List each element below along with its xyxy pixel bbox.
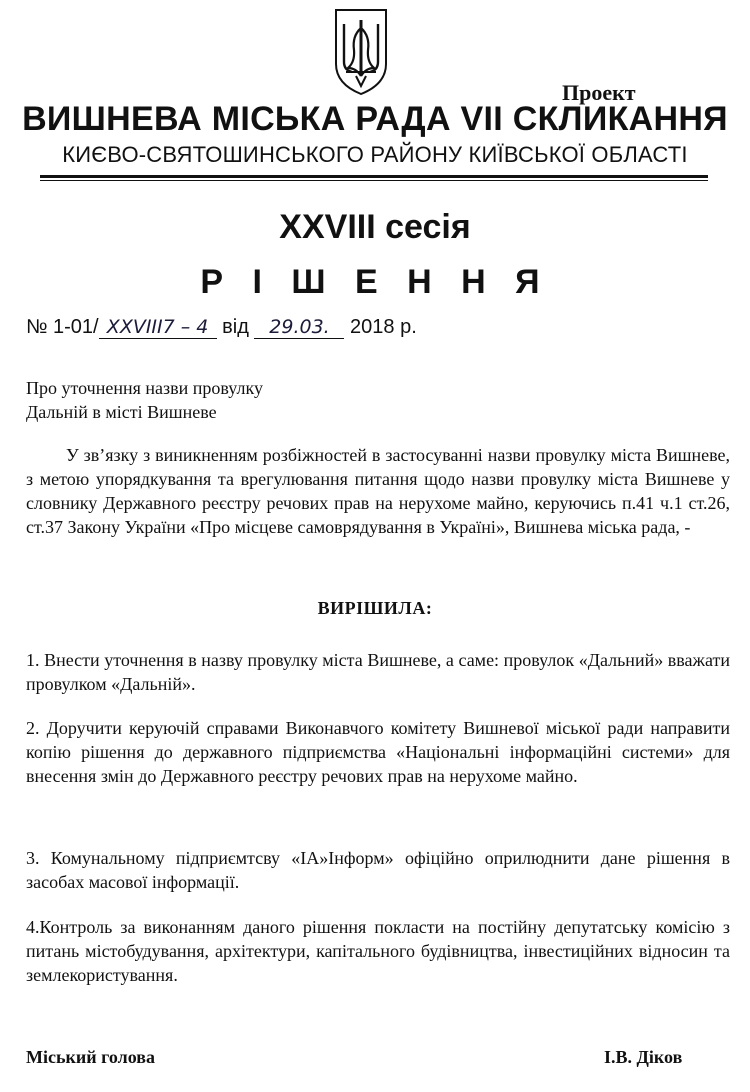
- signature-role: Міський голова: [26, 1047, 155, 1067]
- decision-item-1: 1. Внести уточнення в назву провулку міста Вишневе, а саме: провулок «Дальний» вважати провулком «Дальній».: [26, 650, 730, 694]
- session-title: XXVIII сесія: [279, 208, 471, 246]
- header-divider-thick: [40, 175, 708, 178]
- handwritten-date: 29.03.: [254, 316, 344, 339]
- council-title: ВИШНЕВА МІСЬКА РАДА VII СКЛИКАННЯ: [22, 100, 728, 138]
- signature-name: І.В. Діков: [604, 1047, 683, 1067]
- decision-subject: [26, 376, 263, 424]
- intro-paragraph: У зв’язку з виникненням розбіжностей в застосуванні назви провулку міста Вишневе, з метою упорядкування та врегулювання питання щодо назви провулку міста Вишневе у словнику Державного реєстру речових прав на нерухоме майно, керуючись п.41 ч.1 ст.26, ст.37 Закону України «Про місцеве самоврядування в Україні», Вишнева міська рада, -: [26, 445, 730, 537]
- document-type-title: Р І Ш Е Н Н Я: [200, 263, 550, 301]
- council-subtitle: КИЄВО-СВЯТОШИНСЬКОГО РАЙОНУ КИЇВСЬКОЇ ОБЛАСТІ: [62, 142, 688, 167]
- header-divider-thin: [40, 180, 708, 181]
- date-prefix: від: [222, 316, 249, 338]
- year-suffix: 2018 р.: [350, 316, 417, 338]
- subject-line-1: Про уточнення назви провулку: [26, 378, 263, 398]
- decision-number-line: [26, 316, 417, 339]
- number-prefix: № 1-01/: [26, 316, 99, 338]
- trident-coat-of-arms-icon: [332, 6, 390, 98]
- decision-item-4: 4.Контроль за виконанням даного рішення покласти на постійну депутатську комісію з питань містобудування, архітектури, капітального будівництва, інвестиційних відносин та землекористування.: [26, 917, 730, 985]
- decision-item-2: 2. Доручити керуючій справами Виконавчого комітету Вишневої міської ради направити копію рішення до державного підприємства «Національні інформаційні системи» для внесення змін до Державного реєстру речових прав на нерухоме майно.: [26, 718, 730, 786]
- subject-line-2: Дальній в місті Вишневе: [26, 402, 217, 422]
- handwritten-number: XXVIII7 – 4: [99, 316, 217, 339]
- resolved-heading: ВИРІШИЛА:: [317, 598, 433, 618]
- decision-item-3: 3. Комунальному підприємтсву «ІА»Інформ» офіційно оприлюднити дане рішення в засобах масової інформації.: [26, 848, 730, 892]
- draft-label: Проект: [562, 80, 636, 105]
